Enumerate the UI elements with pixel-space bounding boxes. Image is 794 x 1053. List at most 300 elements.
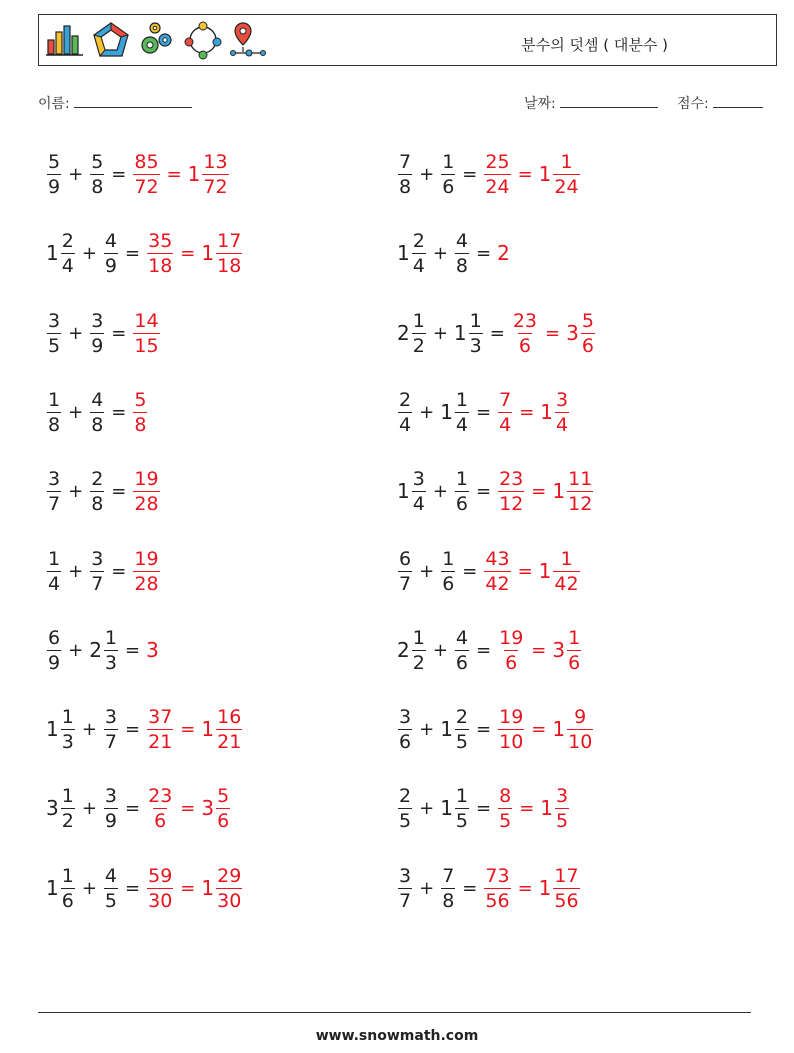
fraction: [90, 547, 104, 596]
fraction: [553, 150, 579, 199]
numerator: 1: [455, 784, 469, 807]
equals-sign: =: [531, 480, 547, 502]
equals-sign: =: [125, 797, 141, 819]
gears-icon: [137, 20, 177, 60]
numerator: 2: [412, 229, 425, 252]
fraction: [484, 864, 510, 913]
numerator: 1: [455, 467, 469, 490]
numerator: 6: [399, 547, 412, 570]
whole-part: 1: [201, 876, 215, 900]
numerator: 1: [568, 626, 581, 649]
whole-part: 1: [440, 717, 453, 741]
denominator: 8: [91, 492, 104, 515]
score-blank[interactable]: [713, 93, 763, 108]
fraction: [133, 467, 159, 516]
numerator: 4: [104, 229, 118, 252]
numerator: 19: [499, 705, 524, 728]
whole-number: 3: [146, 638, 159, 662]
fraction: [484, 547, 510, 596]
name-field[interactable]: [38, 93, 192, 113]
denominator: 9: [91, 334, 104, 357]
fraction: [555, 784, 569, 833]
denominator: 8: [48, 413, 61, 436]
numerator: 2: [399, 388, 412, 411]
score-field[interactable]: [677, 93, 763, 113]
fraction: [441, 864, 455, 913]
fraction: [455, 467, 469, 516]
denominator: 5: [104, 889, 118, 912]
denominator: 4: [61, 254, 74, 277]
numerator: 3: [48, 309, 61, 332]
denominator: 7: [399, 572, 412, 595]
fraction: [104, 229, 118, 278]
denominator: 21: [148, 730, 173, 753]
equals-sign: =: [111, 163, 127, 185]
fraction: [412, 229, 426, 278]
whole-part: 1: [187, 162, 201, 186]
equals-sign: =: [180, 877, 196, 899]
problem-item: [46, 860, 243, 916]
denominator: 6: [217, 809, 230, 832]
numerator: 3: [48, 467, 61, 490]
plus-sign: +: [432, 480, 448, 502]
fraction: [553, 547, 579, 596]
fraction: [47, 309, 61, 358]
equals-sign: =: [531, 718, 547, 740]
fraction: [61, 784, 75, 833]
equals-sign: =: [462, 163, 478, 185]
fraction: [104, 864, 118, 913]
denominator: 6: [568, 651, 581, 674]
name-blank[interactable]: [74, 93, 192, 108]
equals-sign: =: [111, 401, 127, 423]
numerator: 43: [485, 547, 510, 570]
date-label: 날짜:: [524, 96, 556, 112]
fraction: [567, 467, 593, 516]
numerator: 23: [148, 784, 173, 807]
numerator: 3: [399, 705, 412, 728]
denominator: 9: [104, 254, 118, 277]
numerator: 5: [217, 784, 230, 807]
numerator: 19: [134, 467, 159, 490]
fraction: [216, 229, 242, 278]
equals-sign: =: [519, 797, 535, 819]
answer: [132, 388, 148, 437]
fraction: [216, 864, 242, 913]
numerator: 7: [399, 150, 412, 173]
fraction: [90, 309, 104, 358]
fraction: [147, 229, 173, 278]
footer-divider: [38, 1012, 751, 1013]
numerator: 3: [412, 467, 425, 490]
numerator: 35: [148, 229, 173, 252]
problem-item: [397, 463, 594, 519]
equals-sign: =: [545, 322, 561, 344]
fraction: [61, 705, 75, 754]
denominator: 6: [505, 651, 518, 674]
whole-part: 1: [538, 876, 552, 900]
equals-sign: =: [476, 401, 492, 423]
equals-sign: =: [125, 877, 141, 899]
numerator: 8: [499, 784, 512, 807]
plus-sign: +: [432, 322, 448, 344]
answer: [483, 150, 580, 199]
plus-sign: +: [68, 163, 84, 185]
numerator: 3: [556, 784, 569, 807]
problem-item: [397, 146, 581, 202]
fraction: [469, 309, 483, 358]
fraction: [47, 467, 61, 516]
problem-item: [46, 146, 230, 202]
whole-part: 2: [397, 321, 410, 345]
numerator: 6: [48, 626, 61, 649]
equals-sign: =: [166, 163, 182, 185]
denominator: 7: [48, 492, 61, 515]
plus-sign: +: [432, 639, 448, 661]
denominator: 8: [399, 175, 412, 198]
answer: [132, 467, 160, 516]
denominator: 6: [581, 334, 594, 357]
equals-sign: =: [125, 639, 141, 661]
denominator: 12: [568, 492, 593, 515]
equals-sign: =: [180, 718, 196, 740]
fraction: [147, 705, 173, 754]
answer: [483, 547, 580, 596]
plus-sign: +: [81, 242, 97, 264]
answer: [146, 864, 243, 913]
numerator: 59: [148, 864, 173, 887]
fraction: [441, 150, 455, 199]
numerator: 1: [455, 388, 469, 411]
whole-part: 1: [552, 717, 566, 741]
equals-sign: =: [517, 877, 533, 899]
whole-part: 1: [440, 796, 453, 820]
denominator: 72: [134, 175, 159, 198]
fraction: [47, 388, 61, 437]
fraction: [47, 626, 61, 675]
denominator: 5: [455, 809, 469, 832]
plus-sign: +: [419, 560, 435, 582]
denominator: 7: [399, 889, 412, 912]
whole-part: 1: [46, 876, 59, 900]
equals-sign: =: [476, 242, 492, 264]
fraction: [484, 150, 510, 199]
denominator: 8: [442, 889, 455, 912]
fraction: [398, 388, 412, 437]
equals-sign: =: [125, 242, 141, 264]
fraction: [133, 388, 147, 437]
whole-part: 1: [397, 241, 410, 265]
whole-part: 3: [201, 796, 215, 820]
fraction: [512, 309, 538, 358]
date-blank[interactable]: [560, 93, 658, 108]
denominator: 3: [61, 730, 74, 753]
answer: [497, 626, 582, 675]
numerator: 73: [485, 864, 510, 887]
numerator: 7: [442, 864, 455, 887]
numerator: 5: [91, 150, 104, 173]
fraction: [147, 864, 173, 913]
people-cycle-icon: [183, 20, 223, 60]
fraction: [61, 864, 75, 913]
fraction: [398, 784, 412, 833]
numerator: 1: [61, 705, 74, 728]
whole-part: 1: [201, 241, 215, 265]
answer: [146, 784, 231, 833]
date-field[interactable]: [524, 93, 658, 113]
denominator: 6: [399, 730, 412, 753]
fraction: [455, 784, 469, 833]
fraction: [567, 705, 593, 754]
whole-part: 1: [453, 321, 467, 345]
numerator: 1: [104, 626, 118, 649]
numerator: 16: [217, 705, 242, 728]
numerator: 19: [134, 547, 159, 570]
denominator: 9: [48, 175, 61, 198]
plus-sign: +: [68, 401, 84, 423]
numerator: 1: [48, 388, 61, 411]
fraction: [498, 705, 524, 754]
map-pin-network-icon: [229, 20, 269, 60]
fraction: [133, 547, 159, 596]
fraction: [553, 864, 579, 913]
equals-sign: =: [462, 877, 478, 899]
numerator: 85: [134, 150, 159, 173]
denominator: 7: [104, 730, 118, 753]
equals-sign: =: [531, 639, 547, 661]
plus-sign: +: [68, 560, 84, 582]
problem-item: [46, 701, 243, 757]
fraction: [133, 150, 159, 199]
numerator: 1: [442, 150, 455, 173]
numerator: 1: [61, 864, 74, 887]
score-label: 점수:: [677, 96, 709, 112]
numerator: 3: [91, 547, 104, 570]
answer: [483, 864, 580, 913]
numerator: 5: [581, 309, 594, 332]
numerator: 2: [455, 705, 469, 728]
problem-item: [397, 543, 581, 599]
answer: [132, 309, 160, 358]
equals-sign: =: [476, 718, 492, 740]
fraction: [455, 626, 469, 675]
denominator: 18: [217, 254, 242, 277]
equals-sign: =: [489, 322, 505, 344]
denominator: 9: [104, 809, 118, 832]
denominator: 3: [469, 334, 482, 357]
numerator: 11: [568, 467, 593, 490]
fraction: [567, 626, 581, 675]
problem-item: [397, 780, 570, 836]
plus-sign: +: [432, 242, 448, 264]
whole-part: 1: [46, 241, 59, 265]
answer: [497, 241, 510, 265]
denominator: 2: [412, 651, 425, 674]
numerator: 3: [399, 864, 412, 887]
fraction: [398, 150, 412, 199]
equals-sign: =: [517, 163, 533, 185]
answer: [132, 150, 229, 199]
numerator: 9: [574, 705, 587, 728]
numerator: 29: [217, 864, 242, 887]
denominator: 28: [134, 492, 159, 515]
name-label: 이름:: [38, 96, 70, 112]
numerator: 2: [61, 229, 74, 252]
whole-part: 1: [538, 559, 552, 583]
answer: [511, 309, 596, 358]
plus-sign: +: [81, 797, 97, 819]
denominator: 5: [399, 809, 412, 832]
plus-sign: +: [419, 877, 435, 899]
denominator: 4: [499, 413, 512, 436]
fraction: [147, 784, 173, 833]
fraction: [216, 705, 242, 754]
numerator: 13: [203, 150, 228, 173]
answer: [146, 229, 243, 278]
footer-url: www.snowmath.com: [315, 1028, 479, 1044]
denominator: 6: [455, 492, 469, 515]
fraction: [581, 309, 595, 358]
equals-sign: =: [476, 639, 492, 661]
answer: [497, 705, 594, 754]
numerator: 17: [554, 864, 579, 887]
numerator: 5: [134, 388, 147, 411]
problem-item: [397, 305, 596, 361]
numerator: 1: [412, 626, 425, 649]
numerator: 3: [104, 705, 118, 728]
equals-sign: =: [476, 480, 492, 502]
fraction: [133, 309, 159, 358]
header-icons: [45, 20, 269, 60]
fraction: [90, 388, 104, 437]
denominator: 56: [485, 889, 510, 912]
denominator: 10: [568, 730, 593, 753]
fraction: [412, 309, 426, 358]
fraction: [455, 229, 469, 278]
fraction: [555, 388, 569, 437]
numerator: 5: [48, 150, 61, 173]
problem-item: [46, 463, 161, 519]
fraction: [398, 864, 412, 913]
numerator: 1: [61, 784, 74, 807]
problem-item: [397, 860, 581, 916]
denominator: 15: [134, 334, 159, 357]
denominator: 21: [217, 730, 242, 753]
denominator: 5: [48, 334, 61, 357]
answer: [497, 784, 570, 833]
denominator: 12: [499, 492, 524, 515]
denominator: 4: [412, 254, 425, 277]
numerator: 2: [399, 784, 412, 807]
denominator: 7: [91, 572, 104, 595]
fraction: [61, 229, 75, 278]
equals-sign: =: [111, 480, 127, 502]
numerator: 3: [104, 784, 118, 807]
numerator: 3: [556, 388, 569, 411]
numerator: 37: [148, 705, 173, 728]
fraction: [90, 467, 104, 516]
problem-item: [397, 622, 582, 678]
denominator: 42: [554, 572, 579, 595]
denominator: 24: [485, 175, 510, 198]
fraction: [47, 547, 61, 596]
denominator: 8: [91, 175, 104, 198]
plus-sign: +: [419, 163, 435, 185]
numerator: 4: [455, 229, 469, 252]
denominator: 8: [455, 254, 469, 277]
plus-sign: +: [81, 718, 97, 740]
denominator: 4: [48, 572, 61, 595]
denominator: 4: [455, 413, 469, 436]
numerator: 4: [455, 626, 469, 649]
denominator: 6: [442, 175, 455, 198]
denominator: 6: [455, 651, 469, 674]
fraction: [498, 784, 512, 833]
plus-sign: +: [419, 718, 435, 740]
denominator: 18: [148, 254, 173, 277]
equals-sign: =: [462, 560, 478, 582]
fraction: [455, 705, 469, 754]
whole-part: 1: [440, 400, 453, 424]
fraction: [398, 705, 412, 754]
whole-number: 2: [497, 241, 510, 265]
equals-sign: =: [517, 560, 533, 582]
whole-part: 3: [566, 321, 579, 345]
denominator: 3: [104, 651, 118, 674]
denominator: 5: [556, 809, 569, 832]
denominator: 6: [518, 334, 531, 357]
denominator: 30: [148, 889, 173, 912]
problem-item: [397, 384, 570, 440]
equals-sign: =: [180, 797, 196, 819]
denominator: 9: [48, 651, 61, 674]
answer: [146, 705, 243, 754]
denominator: 56: [554, 889, 579, 912]
problem-item: [46, 780, 231, 836]
problem-item: [46, 225, 243, 281]
whole-part: 1: [397, 479, 410, 503]
numerator: 3: [91, 309, 104, 332]
fraction: [216, 784, 230, 833]
problem-item: [46, 622, 159, 678]
plus-sign: +: [68, 322, 84, 344]
denominator: 4: [399, 413, 412, 436]
equals-sign: =: [111, 322, 127, 344]
numerator: 1: [469, 309, 482, 332]
denominator: 72: [203, 175, 228, 198]
fraction: [202, 150, 228, 199]
whole-part: 3: [552, 638, 566, 662]
plus-sign: +: [68, 480, 84, 502]
whole-part: 1: [538, 162, 552, 186]
numerator: 17: [217, 229, 242, 252]
answer: [497, 467, 594, 516]
fraction: [441, 547, 455, 596]
denominator: 24: [554, 175, 579, 198]
numerator: 25: [485, 150, 510, 173]
numerator: 4: [91, 388, 104, 411]
fraction: [398, 547, 412, 596]
denominator: 6: [61, 889, 74, 912]
denominator: 42: [485, 572, 510, 595]
fraction: [455, 388, 469, 437]
denominator: 5: [499, 809, 512, 832]
equals-sign: =: [476, 797, 492, 819]
whole-part: 2: [89, 638, 102, 662]
fraction: [104, 784, 118, 833]
denominator: 28: [134, 572, 159, 595]
numerator: 7: [499, 388, 512, 411]
